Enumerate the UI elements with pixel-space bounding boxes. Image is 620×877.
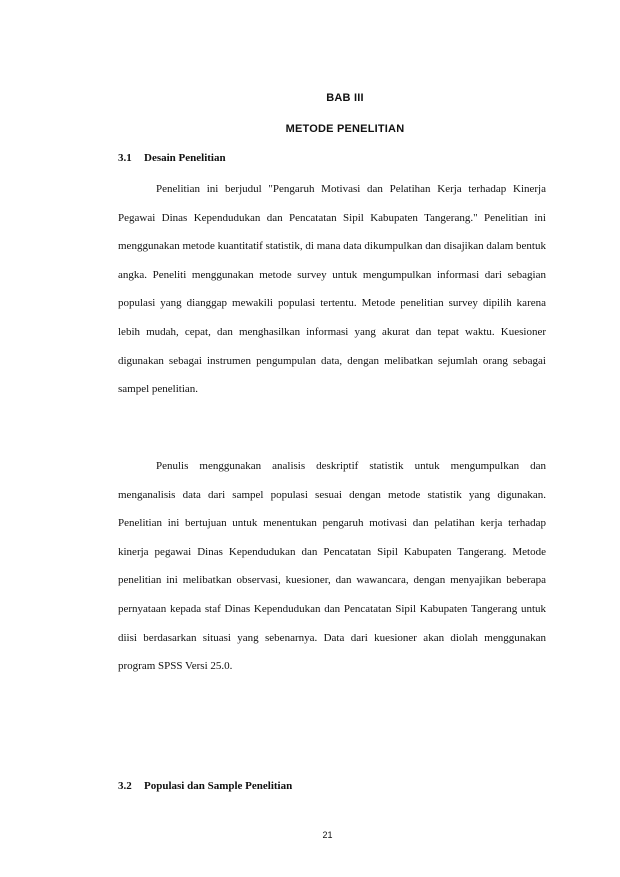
section-heading-desain [118,152,226,164]
section-heading-populasi [118,780,292,792]
section-title: Desain Penelitian [144,152,226,164]
section-title: Populasi dan Sample Penelitian [144,780,293,792]
paragraph-desain-2: Penulis menggunakan analisis deskriptif statistik untuk mengumpulkan dan menganalisis data dari sampel populasi sesuai dengan metode statistik yang digunakan. Penelitian ini bertujuan untuk menentukan pengaruh motivasi dan pelatihan kerja terhadap kinerja pegawai Dinas Kependudukan dan Pencatatan Sipil Kabupaten Tangerang. Metode penelitian ini melibatkan observasi, kuesioner, dan wawancara, dengan menyajikan beberapa pernyataan kepada staf Dinas Kependudukan dan Pencatatan Sipil Kabupaten Tangerang untuk diisi berdasarkan situasi yang sebenarnya. Data dari kuesioner akan diolah menggunakan program SPSS Versi 25.0. [118,460,546,673]
paragraph-desain-1: Penelitian ini berjudul "Pengaruh Motivasi dan Pelatihan Kerja terhadap Kinerja Pegawai Dinas Kependudukan dan Pencatatan Sipil Kabupaten Tangerang." Penelitian ini menggunakan metode kuantitatif statistik, di mana data dikumpulkan dan disajikan dalam bentuk angka. Peneliti menggunakan metode survey untuk mengumpulkan informasi dari sebagian populasi yang dianggap mewakili populasi tertentu. Metode penelitian survey dipilih karena lebih mudah, cepat, dan menghasilkan informasi yang akurat dan tepat waktu. Kuesioner digunakan sebagai instrumen pengumpulan data, dengan melibatkan sejumlah orang sebagai sampel penelitian. [118,183,546,396]
chapter-title: METODE PENELITIAN [285,123,405,135]
page-number: 21 [322,830,333,840]
section-number: 3.2 [118,780,132,792]
section-number: 3.1 [118,152,132,164]
chapter-number: BAB III [326,92,364,104]
